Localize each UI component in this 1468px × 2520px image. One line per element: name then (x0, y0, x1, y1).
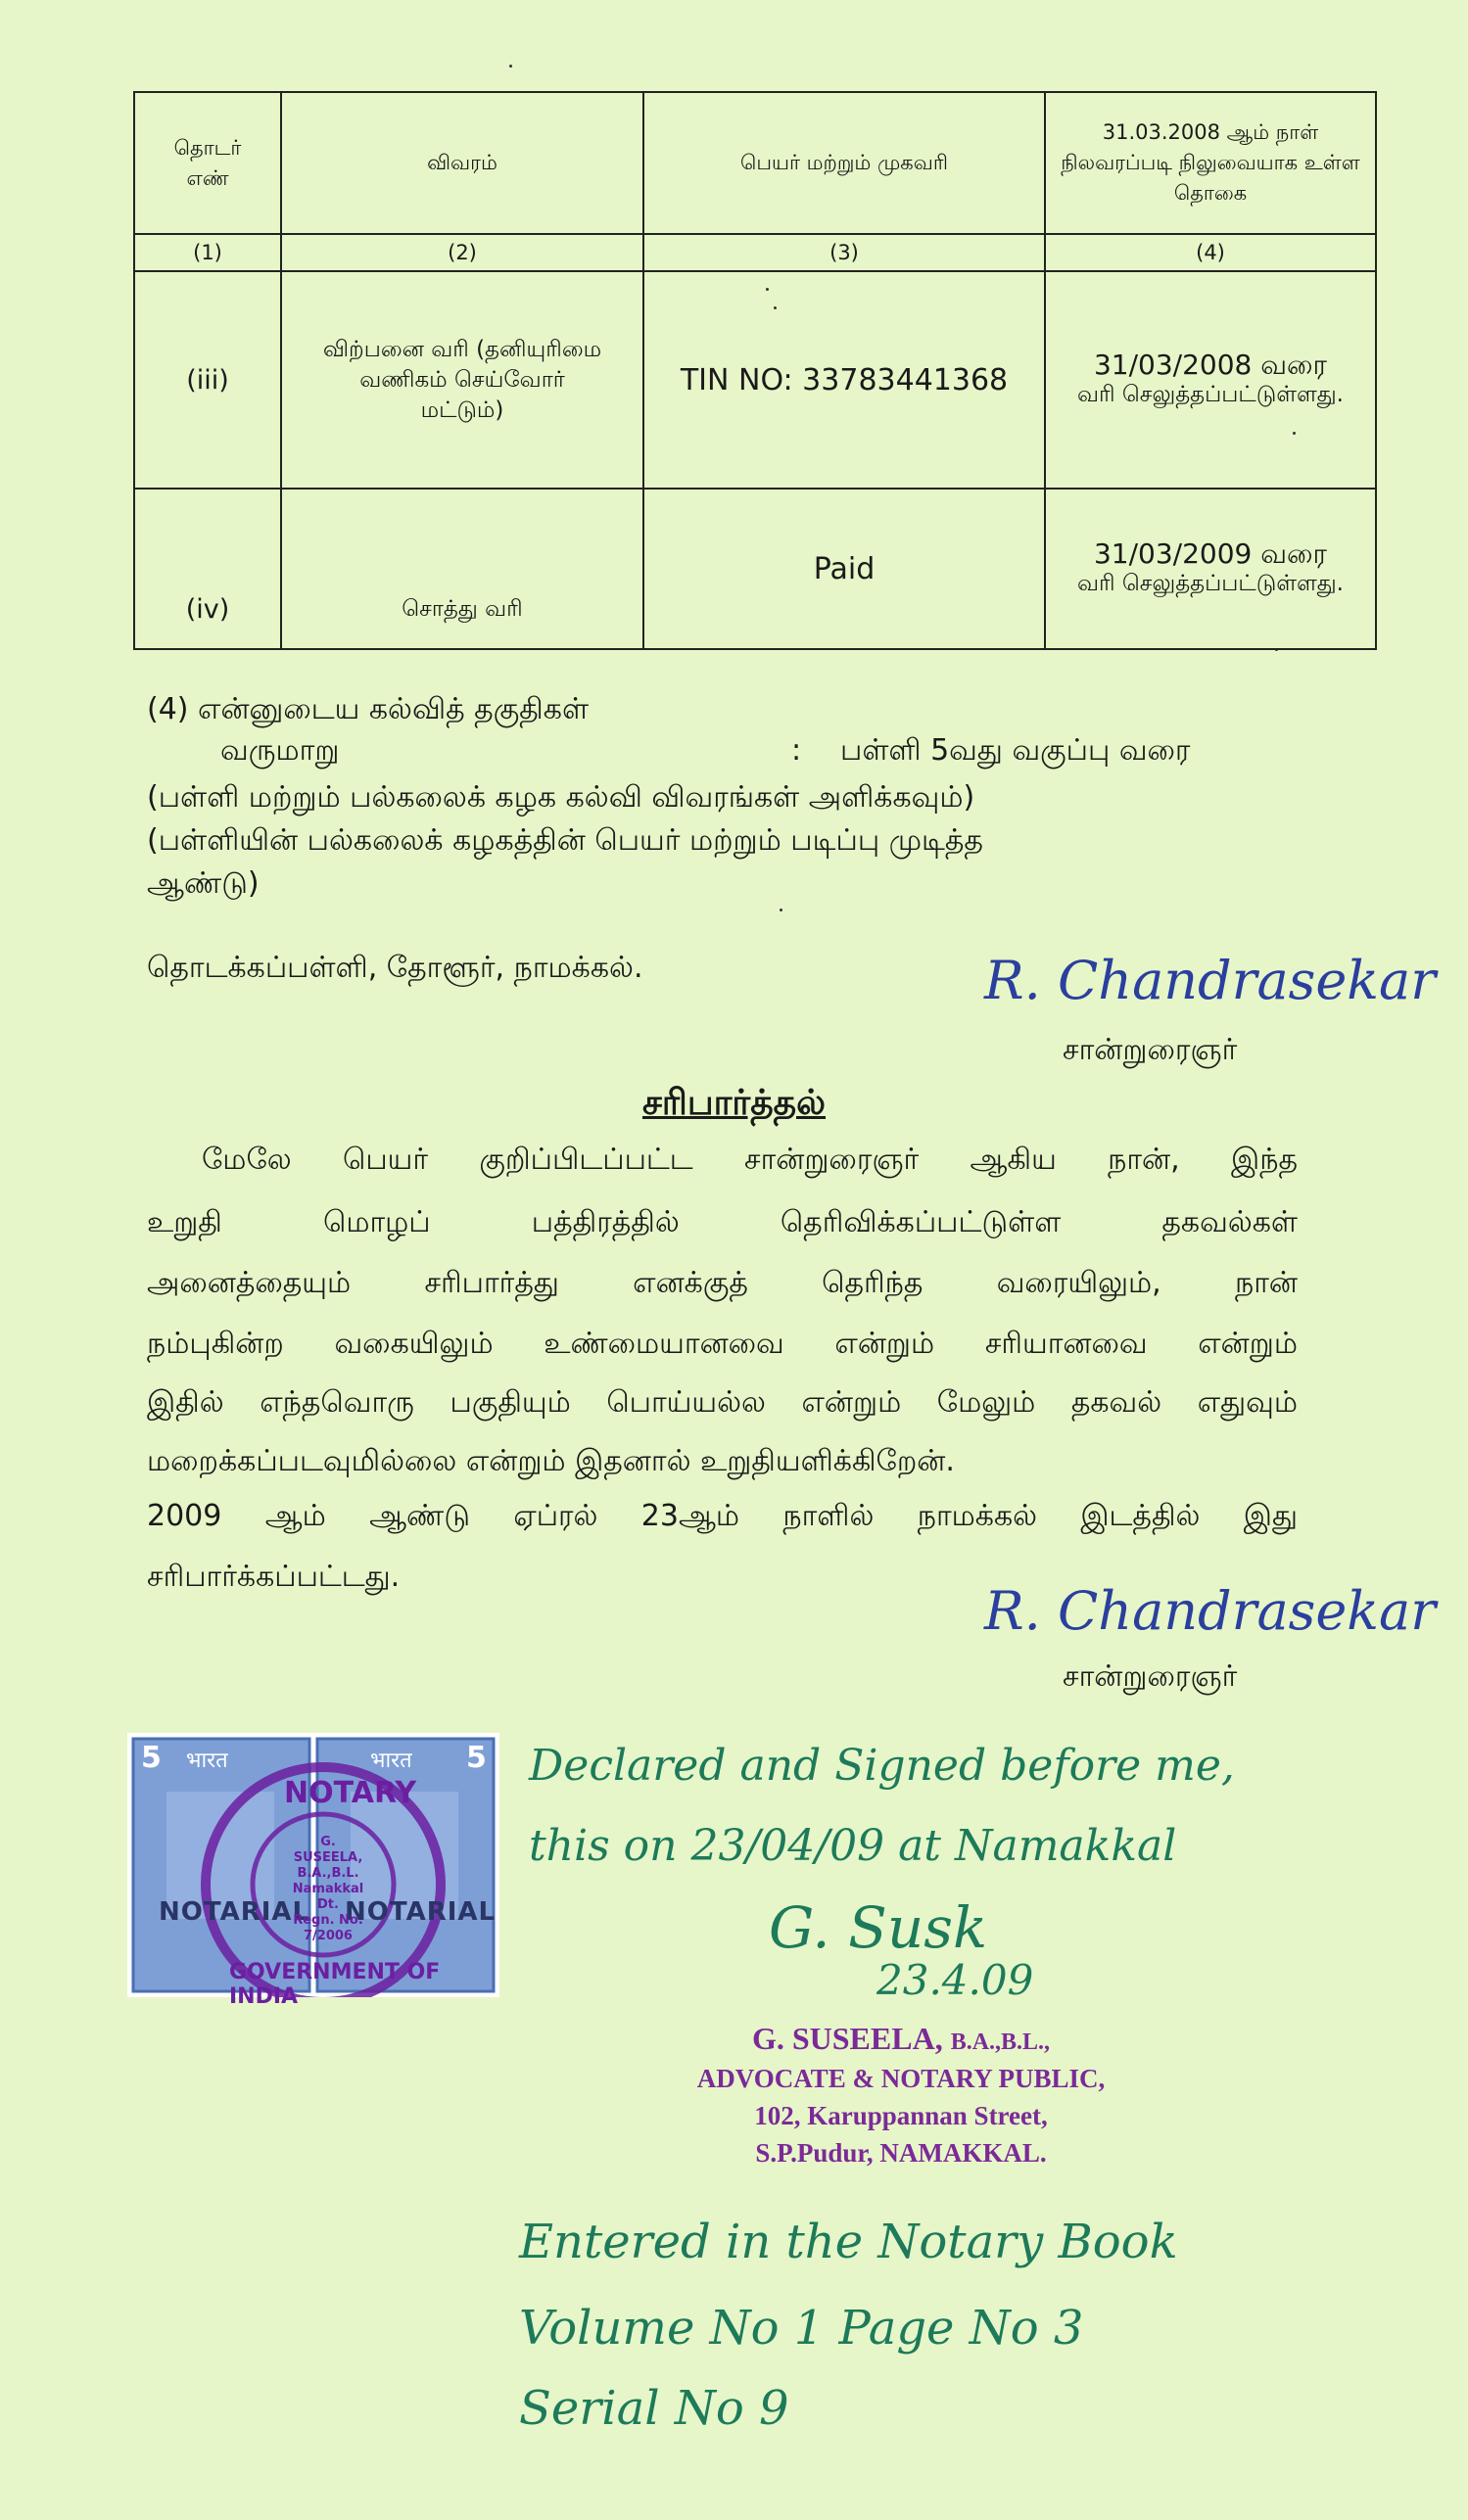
verification-line: மேலே பெயர் குறிப்பிடப்பட்ட சான்றுரைஞர் ஆகிய நான், இந்த (202, 1143, 1298, 1177)
row-name: Paid (643, 489, 1045, 649)
amount-text: வரி செலுத்தப்பட்டுள்ளது. (1076, 382, 1344, 407)
notary-signature: G. Susk (769, 1894, 988, 1961)
school-name: தொடக்கப்பள்ளி, தோளூர், நாமக்கல். (147, 951, 643, 985)
verification-line: அனைத்தையும் சரிபார்த்து எனக்குத் தெரிந்த வரையிலும், நான் (147, 1266, 1298, 1300)
row-serial: (iv) (134, 489, 281, 649)
education-value: பள்ளி 5வது வகுப்பு வரை (840, 733, 1191, 768)
stamp-overprint: NOTARIAL (345, 1897, 497, 1927)
notary-title: ADVOCATE & NOTARY PUBLIC, (696, 2064, 1106, 2093)
col-number: (3) (643, 234, 1045, 271)
verification-heading: சரிபார்த்தல் (641, 1083, 827, 1123)
verification-line: மறைக்கப்படவுமில்லை என்றும் இதனால் உறுதியளிக்கிறேன். (147, 1444, 955, 1478)
entry-note-line: Entered in the Notary Book (519, 2215, 1178, 2269)
notary-signature-date: 23.4.09 (876, 1956, 1034, 2004)
stamp-value: 5 (141, 1741, 162, 1775)
notary-degree: B.A.,B.L., (950, 2030, 1051, 2055)
stamp-word: भारत (370, 1749, 412, 1773)
stamp-value: 5 (466, 1741, 487, 1775)
seal-top-text: NOTARY (284, 1776, 417, 1810)
amount-date: 31/03/2009 வரை (1093, 537, 1328, 570)
row-amount (1045, 489, 1376, 649)
notary-note-line: Declared and Signed before me, (529, 1741, 1235, 1791)
row-amount (1045, 271, 1376, 489)
stamp-word: भारत (186, 1749, 228, 1773)
deponent-signature: R. Chandrasekar (984, 1580, 1437, 1642)
notary-city: S.P.Pudur, NAMAKKAL. (755, 2138, 1047, 2168)
table-header-row (134, 92, 1376, 234)
row-serial: (iii) (134, 271, 281, 489)
education-note: ஆண்டு) (147, 866, 260, 901)
signature-caption: சான்றுரைஞர் (1063, 1659, 1238, 1694)
verification-line: உறுதி மொழப் பத்திரத்தில் தெரிவிக்கப்பட்டுள்ள தகவல்கள் (147, 1205, 1298, 1239)
header-name-address: பெயர் மற்றும் முகவரி (643, 92, 1045, 234)
education-label: வருமாறு (220, 733, 340, 768)
education-colon: : (791, 733, 802, 768)
table-row (134, 271, 1376, 489)
seal-inner-text (284, 1835, 372, 1944)
seal-inner-line: G. SUSEELA, (293, 1835, 363, 1865)
education-line: (4) என்னுடைய கல்வித் தகுதிகள் (147, 692, 590, 726)
col-number: (2) (281, 234, 643, 271)
col-number: (4) (1045, 234, 1376, 271)
speck (509, 65, 512, 68)
deponent-signature: R. Chandrasekar (984, 950, 1437, 1011)
row-description: சொத்து வரி (281, 489, 643, 649)
table-row (134, 489, 1376, 649)
seal-bottom-text: GOVERNMENT OF INDIA (229, 1960, 441, 2009)
amount-text: வரி செலுத்தப்பட்டுள்ளது. (1076, 571, 1344, 596)
speck (780, 909, 782, 911)
seal-inner-line: Namakkal Dt. (292, 1882, 364, 1912)
verification-line: நம்புகின்ற வகையிலும் உண்மையானவை என்றும் சரியானவை என்றும் (147, 1327, 1298, 1361)
education-note: (பள்ளியின் பல்கலைக் கழகத்தின் பெயர் மற்றும் படிப்பு முடித்த (147, 823, 983, 858)
notary-note-line: this on 23/04/09 at Namakkal (529, 1821, 1177, 1871)
entry-note-line: Serial No 9 (519, 2381, 789, 2436)
signature-caption: சான்றுரைஞர் (1063, 1033, 1238, 1067)
amount-date: 31/03/2008 வரை (1093, 349, 1328, 381)
header-amount: 31.03.2008 ஆம் நாள் நிலவரப்படி நிலுவையாக உள்ள தொகை (1045, 92, 1376, 234)
stamp-overprint: NOTARIAL (159, 1897, 310, 1927)
verification-date-line: சரிபார்க்கப்பட்டது. (147, 1560, 401, 1594)
education-note: (பள்ளி மற்றும் பல்கலைக் கழக கல்வி விவரங்கள் அளிக்கவும்) (147, 780, 975, 815)
seal-inner-line: B.A.,B.L. (297, 1866, 359, 1881)
header-serial: தொடர் எண் (134, 92, 281, 234)
verification-line: இதில் எந்தவொரு பகுதியும் பொய்யல்ல என்றும் மேலும் தகவல் எதுவும் (147, 1385, 1298, 1420)
col-number: (1) (134, 234, 281, 271)
notary-name (646, 2021, 1156, 2057)
column-number-row (134, 234, 1376, 271)
notary-street: 102, Karuppannan Street, (754, 2101, 1048, 2130)
seal-inner-line: Regn. No. 7/2006 (293, 1913, 363, 1943)
revenue-stamps (127, 1733, 499, 2009)
row-description: விற்பனை வரி (தனியுரிமை வணிகம் செய்வோர் மட்டும்) (281, 271, 643, 489)
verification-date-line: 2009 ஆம் ஆண்டு ஏப்ரல் 23ஆம் நாளில் நாமக்கல் இடத்தில் இது (147, 1499, 1298, 1533)
row-name: TIN NO: 33783441368 (643, 271, 1045, 489)
tax-table (133, 91, 1377, 650)
notary-name-text: G. SUSEELA, (751, 2021, 943, 2056)
entry-note-line: Volume No 1 Page No 3 (519, 2301, 1084, 2356)
header-description: விவரம் (281, 92, 643, 234)
